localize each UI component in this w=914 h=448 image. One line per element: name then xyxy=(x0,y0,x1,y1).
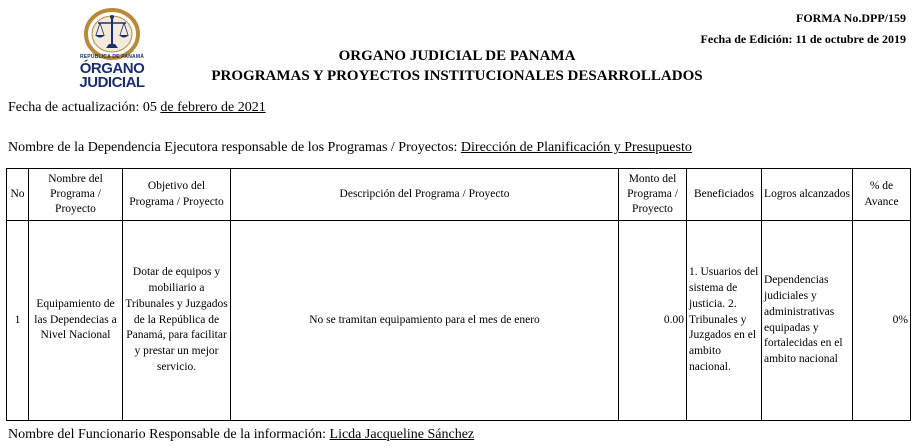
cell-progress: 0% xyxy=(853,221,911,421)
cell-description: No se tramitan equipamiento para el mes de enero xyxy=(231,221,619,421)
dependency-value: Dirección de Planificación y Presupuesto xyxy=(460,140,692,155)
header-achievements: Logros alcanzados xyxy=(762,169,853,221)
header-amount: Monto del Programa / Proyecto xyxy=(619,169,687,221)
header-beneficiaries: Beneficiados xyxy=(687,169,762,221)
responsible-official-line xyxy=(8,427,474,443)
cell-beneficiaries: 1. Usuarios del sistema de justicia. 2. Tribunales y Juzgados en el ambito nacional. xyxy=(687,221,762,421)
programs-table xyxy=(6,168,911,421)
cell-objective: Dotar de equipos y mobiliario a Tribunales y Juzgados de la República de Panamá, para facilitar y prestar un mejor servicio. xyxy=(123,221,231,421)
table-header-row xyxy=(7,169,911,221)
cell-no: 1 xyxy=(7,221,29,421)
cell-achievements: Dependencias judiciales y administrativas equipadas y fortalecidas en el ambito nacional xyxy=(762,221,853,421)
cell-program-name: Equipamiento de las Dependecias a Nivel Nacional xyxy=(29,221,123,421)
document-title: PROGRAMAS Y PROYECTOS INSTITUCIONALES DESARROLLADOS xyxy=(211,68,703,84)
organization-title: ORGANO JUDICIAL DE PANAMA xyxy=(338,48,576,64)
update-date-line xyxy=(8,100,266,116)
responsible-official-name: Licda Jacqueline Sánchez xyxy=(329,427,475,442)
logo-seal-text: REPÚBLICA DE PANAMÁ xyxy=(79,54,145,60)
header-program-name: Nombre del Programa / Proyecto xyxy=(29,169,123,221)
form-number: FORMA No.DPP/159 xyxy=(796,11,906,25)
dependency-label: Nombre de la Dependencia Ejecutora responsable de los Programas / Proyectos: xyxy=(8,140,461,155)
logo-word-judicial: JUDICIAL xyxy=(79,74,145,91)
header-no: No xyxy=(7,169,29,221)
table-row xyxy=(7,221,911,421)
header-progress: % de Avance xyxy=(853,169,911,221)
dependency-line xyxy=(8,140,692,156)
logo-word-organo: ÓRGANO xyxy=(79,60,145,77)
cell-amount: 0.00 xyxy=(619,221,687,421)
update-date-value: de febrero de 2021 xyxy=(160,100,266,115)
responsible-official-label: Nombre del Funcionario Responsable de la información: xyxy=(8,427,330,442)
edition-date: Fecha de Edición: 11 de octubre de 2019 xyxy=(700,32,906,46)
header-description: Descripción del Programa / Proyecto xyxy=(231,169,619,221)
update-date-label: Fecha de actualización: 05 xyxy=(8,100,161,115)
header-objective: Objetivo del Programa / Proyecto xyxy=(123,169,231,221)
